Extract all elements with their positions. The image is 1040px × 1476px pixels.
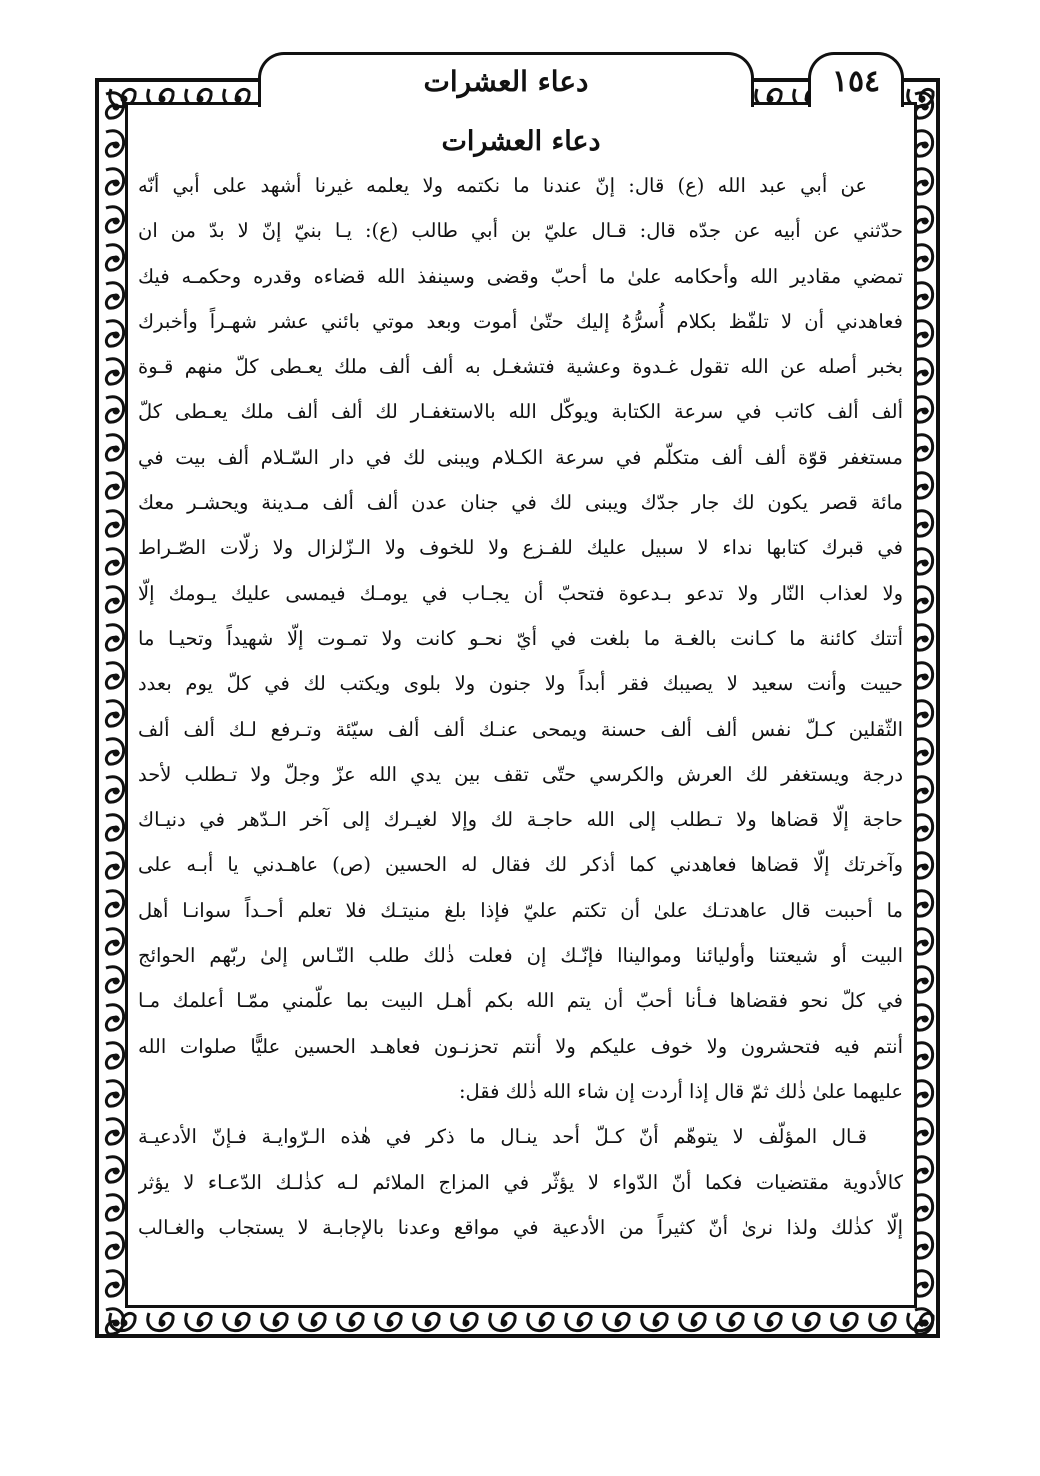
border-ornament	[113, 256, 120, 263]
border-ornament	[922, 180, 929, 187]
border-ornament	[113, 218, 120, 225]
border-ornament	[425, 1320, 432, 1327]
border-ornament	[113, 826, 120, 833]
border-ornament	[919, 1320, 926, 1327]
border-ornament	[113, 1206, 120, 1213]
text-line: ما أحببت قال عاهدتـك علىٰ أن تكتم عليّ فإذا بلغ منيتـك فلا تعلم أحـداً سوانـا أهل	[138, 898, 903, 922]
border-ornament	[922, 902, 929, 909]
text-line: مائة قصر يكون لك جار جدّك ويبنى لك في جنان عدن ألف ألف مـدينة ويحشـر معك	[138, 491, 903, 515]
border-ornament	[922, 1016, 929, 1023]
border-ornament	[922, 674, 929, 681]
border-ornament	[922, 826, 929, 833]
border-ornament	[113, 864, 120, 871]
border-ornament	[922, 218, 929, 225]
border-ornament	[922, 1054, 929, 1061]
border-ornament	[615, 1320, 622, 1327]
text-line: قـال المؤلّف لا يتوهّم أنّ كـلّ أحد ينـال ما ذكر في هٰذه الـرّوايـة فـإنّ الأدعيـة	[138, 1125, 867, 1149]
border-ornament	[922, 484, 929, 491]
border-ornament	[922, 1092, 929, 1099]
border-ornament	[919, 96, 926, 103]
border-ornament	[113, 484, 120, 491]
border-ornament	[113, 902, 120, 909]
border-ornament	[922, 522, 929, 529]
text-line: ولا لعذاب النّار ولا تدعو بـدعوة فتحبّ أن يجـاب في يومـك فيمسى عليك يـومك إلّا	[138, 581, 903, 605]
border-ornament	[113, 180, 120, 187]
border-ornament	[922, 978, 929, 985]
text-line: أتتك كائنة ما كـانت بالغـة ما بلغت في أيّ نحـو كانت ولا تمـوت إلّا شهيداً وتحيـا ما	[138, 626, 903, 650]
border-ornament	[922, 598, 929, 605]
border-ornament	[113, 598, 120, 605]
border-ornament	[922, 1282, 929, 1289]
border-ornament	[922, 560, 929, 567]
border-ornament	[843, 1320, 850, 1327]
border-ornament	[922, 332, 929, 339]
text-line: كالأدوية مقتضيات فكما أنّ الدّواء لا يؤثّر في المزاج الملائم لـه كذٰلـك الدّعـاء لا يؤثر	[138, 1170, 903, 1194]
border-ornament	[922, 1168, 929, 1175]
border-ornament	[113, 788, 120, 795]
border-ornament	[922, 636, 929, 643]
border-ornament	[113, 1320, 120, 1327]
text-line: البيت أو شيعتنا وأوليائنا ومواليناا فإنّـك إن فعلت ذٰلك طلب النّـاس إلىٰ ربّهم الحوائج	[138, 944, 903, 968]
border-ornament	[653, 1320, 660, 1327]
text-line: حييت وأنت سعيد لا يصيبك فقر أبداً ولا جنون ولا بلوى ويكتب لك في كلّ يوم بعدد	[138, 672, 903, 696]
border-ornament	[922, 408, 929, 415]
border-ornament	[922, 864, 929, 871]
border-ornament	[113, 142, 120, 149]
border-ornament	[922, 446, 929, 453]
text-line: مستغفر قوّة ألف ألف متكلّم في سرعة الكـلام ويبنى لك في دار السّـلام ألف بيت في	[138, 445, 903, 469]
border-ornament	[501, 1320, 508, 1327]
border-ornament	[922, 142, 929, 149]
border-ornament	[805, 1320, 812, 1327]
border-ornament	[311, 1320, 318, 1327]
text-line: تمضي مقادير الله وأحكامه علىٰ ما أحبّ وقضى وسينفذ الله قضاءه وقدره وحكمـه فيك	[138, 264, 903, 288]
border-ornament	[113, 1016, 120, 1023]
border-ornament	[922, 294, 929, 301]
border-ornament	[113, 978, 120, 985]
border-ornament	[539, 1320, 546, 1327]
text-line: عن أبي عبد الله (ع) قال: إنّ عندنا ما نكتمه ولا يعلمه غيرنا أشهد على أبي أنّه	[138, 174, 867, 197]
border-ornament	[767, 1320, 774, 1327]
border-ornament	[273, 1320, 280, 1327]
border-ornament	[235, 1320, 242, 1327]
text-line: فعاهدني أن لا تلفّظ بكلام أُسرُّهُ إليك حتّىٰ أموت وبعد موتي بائني عشر شهـراً وأخبرك	[138, 309, 903, 333]
border-ornament	[113, 446, 120, 453]
border-ornament	[113, 522, 120, 529]
border-ornament	[113, 1244, 120, 1251]
border-ornament	[159, 1320, 166, 1327]
border-ornament	[113, 1282, 120, 1289]
border-ornament	[113, 750, 120, 757]
text-line: في قبرك كتابها نداء لا سبيل عليك للفـزع ولا للخوف ولا الـزّلزال ولا زلّات الصّـراط	[138, 536, 903, 560]
border-ornament	[922, 1244, 929, 1251]
border-ornament	[113, 560, 120, 567]
border-ornament	[113, 1054, 120, 1061]
text-line: حاجة إلّا قضاها ولا تـطلب إلى الله حاجـة لك وإلا لغيـرك إلى آخر الـدّهر في دنيـاك	[138, 808, 903, 832]
text-line: حدّثني عن أبيه عن جدّه قال: قـال عليّ بن أبي طالب (ع): يـا بنيّ إنّ لا بدّ من ان	[138, 219, 903, 243]
border-ornament	[113, 1168, 120, 1175]
border-ornament	[922, 750, 929, 757]
border-ornament	[463, 1320, 470, 1327]
text-line: أنتم فيه فتحشرون ولا خوف عليكم ولا أنتم تحزنـون فعاهـد الحسين عليًّا صلوات الله	[138, 1034, 903, 1058]
border-ornament	[577, 1320, 584, 1327]
body-text	[138, 163, 903, 1250]
running-title: دعاء العشرات	[258, 52, 754, 107]
border-ornament	[113, 370, 120, 377]
page-number: ١٥٤	[808, 52, 904, 107]
border-ornament	[197, 1320, 204, 1327]
text-line: درجة ويستغفر لك العرش والكرسي حتّى تقف بين يدي الله عزّ وجلّ ولا تـطلب لأحد	[138, 762, 903, 786]
text-line: عليهما علىٰ ذٰلك ثمّ قال إذا أردت إن شاء الله ذٰلك فقل:	[458, 1079, 903, 1103]
border-ornament	[387, 1320, 394, 1327]
border-ornament	[691, 1320, 698, 1327]
text-line: في كلّ نحو فقضاها فـأنا أحبّ أن يتم الله بكم أهـل البيت بما علّمني ممّـا أعلمك مـا	[138, 989, 903, 1013]
text-line: ألف ألف كاتب في سرعة الكتابة ويوكّل الله بالاستغفـار لك ألف ألف ملك يعـطى كلّ	[138, 400, 903, 424]
border-ornament	[113, 1092, 120, 1099]
border-ornament	[113, 636, 120, 643]
text-line: الثّقلين كـلّ نفس ألف ألف حسنة ويمحى عنـك ألف ألف سيّئة وتـرفع لـك ألف ألف	[138, 717, 903, 741]
border-ornament	[922, 1130, 929, 1137]
border-ornament	[113, 940, 120, 947]
border-ornament	[113, 712, 120, 719]
border-ornament	[113, 332, 120, 339]
border-ornament	[729, 1320, 736, 1327]
border-ornament	[922, 712, 929, 719]
border-ornament	[922, 788, 929, 795]
border-ornament	[881, 1320, 888, 1327]
border-ornament	[922, 940, 929, 947]
text-line: إلّا كذٰلك ولذا نرىٰ أنّ كثيراً من الأدعية في مواقع وعدنا بالإجابـة لا يستجاب والغـالب	[138, 1215, 903, 1239]
border-ornament	[121, 1320, 128, 1327]
border-ornament	[349, 1320, 356, 1327]
border-ornament	[113, 674, 120, 681]
border-ornament	[113, 294, 120, 301]
border-ornament	[113, 1130, 120, 1137]
border-ornament	[922, 370, 929, 377]
border-ornament	[922, 256, 929, 263]
border-ornament	[922, 1206, 929, 1213]
border-ornament	[113, 408, 120, 415]
text-line: بخبر أصله عن الله تقول غـدوة وعشية فتشغـل به ألف ألف ملك يعـطى كلّ منهم قـوة	[138, 355, 903, 379]
text-line: وآخرتك إلّا قضاها فعاهدني كما أذكر لك فقال له الحسين (ص) عاهـدني يا أبـه على	[138, 853, 903, 877]
section-title: دعاء العشرات	[441, 126, 601, 157]
